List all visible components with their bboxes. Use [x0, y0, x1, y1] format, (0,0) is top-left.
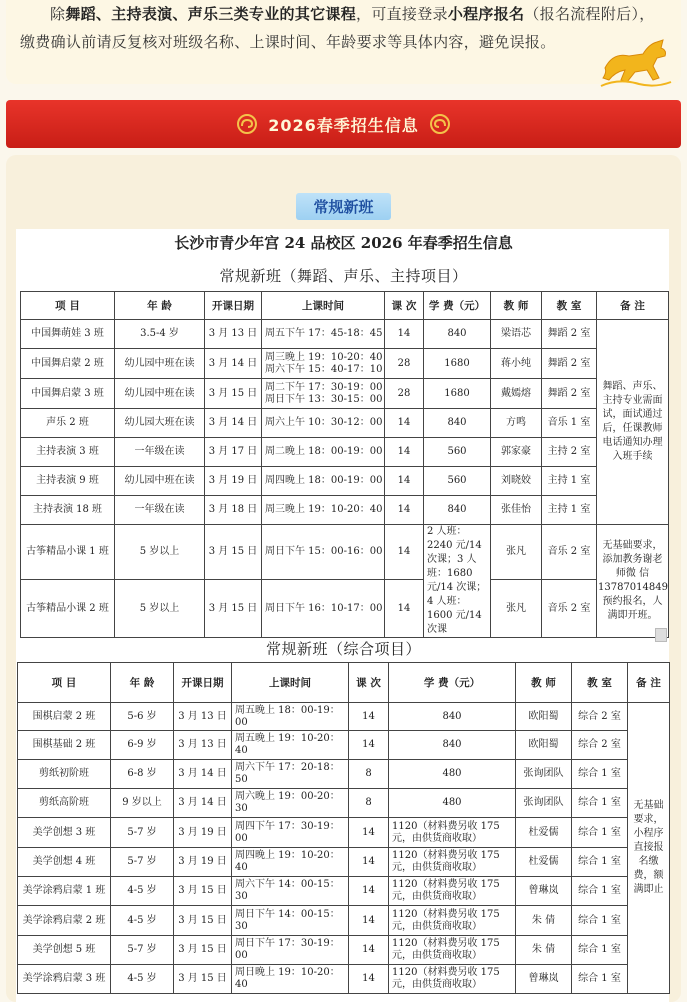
cell: 中国舞萌娃 3 班 [21, 320, 115, 349]
cell: 14 [349, 936, 389, 965]
table-row [18, 731, 670, 760]
cell: 综合 1 室 [572, 818, 628, 848]
cell: 综合 1 室 [572, 906, 628, 936]
note-cell: 无基础要求，小程序直接报名缴费，额满即止 [628, 703, 670, 994]
cloud-ornament-icon [429, 113, 451, 135]
cell: 中国舞启蒙 2 班 [21, 349, 115, 379]
cell: 幼儿园中班在读 [115, 467, 205, 496]
table-row [21, 525, 669, 580]
cell: 周日下午 15：00-16：00 [262, 525, 385, 580]
cell: 杜爱儒 [516, 818, 572, 848]
cell: 张凡 [491, 525, 542, 580]
cell: 剪纸初阶班 [18, 760, 111, 789]
cell: 28 [385, 349, 424, 379]
cell: 主持 2 室 [542, 438, 597, 467]
table-row [18, 818, 670, 848]
cell: 欧阳蜀 [516, 703, 572, 731]
header-cell: 年 龄 [115, 292, 205, 320]
header-cell: 学 费（元） [389, 663, 516, 703]
cell: 14 [349, 906, 389, 936]
cell: 周日下午 16：10-17：00 [262, 580, 385, 638]
cell: 曾琳岚 [516, 965, 572, 994]
arts-class-table [20, 291, 669, 638]
header-cell: 备 注 [628, 663, 670, 703]
document-title: 长沙市青少年宫 24 品校区 2026 年春季招生信息 [174, 234, 513, 252]
cell: 中国舞启蒙 3 班 [21, 379, 115, 409]
cell: 14 [385, 525, 424, 580]
cell: 3 月 14 日 [174, 760, 232, 789]
cell: 朱 倩 [516, 936, 572, 965]
cell: 周日下午 14：00-15：30 [232, 906, 349, 936]
cell: 声乐 2 班 [21, 409, 115, 438]
header-cell: 开课日期 [205, 292, 262, 320]
cell: 5-6 岁 [111, 703, 174, 731]
cell: 美学涂鸦启蒙 2 班 [18, 906, 111, 936]
cell: 5-7 岁 [111, 936, 174, 965]
cell: 周六下午 17：20-18：50 [232, 760, 349, 789]
cell: 560 [424, 467, 491, 496]
cell: 3 月 15 日 [174, 877, 232, 906]
cell: 3 月 14 日 [174, 789, 232, 818]
cell: 张凡 [491, 580, 542, 638]
cell: 一年级在读 [115, 438, 205, 467]
cell: 主持表演 9 班 [21, 467, 115, 496]
cell: 480 [389, 760, 516, 789]
cell: 张询团队 [516, 760, 572, 789]
table-row [18, 936, 670, 965]
cell: 戴嫣熔 [491, 379, 542, 409]
cell: 3 月 15 日 [174, 936, 232, 965]
header-cell: 教 室 [572, 663, 628, 703]
cell: 3 月 14 日 [205, 409, 262, 438]
cell: 14 [385, 496, 424, 525]
cell: 6-8 岁 [111, 760, 174, 789]
cell: 周四晚上 18：00-19：00 [262, 467, 385, 496]
section-label: 常规新班 [296, 193, 391, 220]
cell: 周六下午 14：00-15：30 [232, 877, 349, 906]
cell: 综合 1 室 [572, 760, 628, 789]
cell: 14 [385, 438, 424, 467]
table-row [21, 580, 669, 638]
cell: 周二晚上 18：00-19：00 [262, 438, 385, 467]
cell: 3.5-4 岁 [115, 320, 205, 349]
cell: 剪纸高阶班 [18, 789, 111, 818]
cell: 3 月 15 日 [174, 965, 232, 994]
cell: 5-7 岁 [111, 818, 174, 848]
cell: 舞蹈 2 室 [542, 320, 597, 349]
note-cell: 无基础要求，添加教务谢老师微 信 13787014849 预约报名，人满即开班。 [597, 525, 669, 638]
header-cell: 教 师 [516, 663, 572, 703]
cell: 1680 [424, 349, 491, 379]
cell: 梁语芯 [491, 320, 542, 349]
cell: 郭家豪 [491, 438, 542, 467]
header-cell: 备 注 [597, 292, 669, 320]
cell: 幼儿园大班在读 [115, 409, 205, 438]
cell: 周五晚上 19：10-20：40 [232, 731, 349, 760]
cell: 音乐 2 室 [542, 525, 597, 580]
cell: 围棋基础 2 班 [18, 731, 111, 760]
intro-paragraph: 除舞蹈、主持表演、声乐三类专业的其它课程，可直接登录小程序报名（报名流程附后），缴费确认前请反复核对班级名称、上课时间、年龄要求等具体内容，避免误报。 [20, 5, 655, 51]
cell: 张佳怡 [491, 496, 542, 525]
cell: 刘晓姣 [491, 467, 542, 496]
cell: 3 月 14 日 [205, 349, 262, 379]
cell: 9 岁以上 [111, 789, 174, 818]
cell: 3 月 15 日 [205, 525, 262, 580]
table-row [18, 965, 670, 994]
table-row [18, 789, 670, 818]
cell: 8 [349, 789, 389, 818]
cell: 音乐 2 室 [542, 580, 597, 638]
general-class-table [17, 662, 670, 994]
cell: 主持表演 18 班 [21, 496, 115, 525]
cell: 5 岁以上 [115, 525, 205, 580]
table1-title: 常规新班（舞蹈、声乐、主持项目） [219, 267, 468, 285]
header-cell: 课 次 [349, 663, 389, 703]
header-cell: 教 师 [491, 292, 542, 320]
cell: 主持表演 3 班 [21, 438, 115, 467]
cell: 14 [385, 467, 424, 496]
table-header-row [21, 292, 669, 320]
header-cell: 学 费（元） [424, 292, 491, 320]
cell: 3 月 17 日 [205, 438, 262, 467]
cell: 综合 1 室 [572, 848, 628, 877]
cell: 14 [385, 320, 424, 349]
table-row [21, 438, 669, 467]
cell: 周五下午 17：45-18：45 [262, 320, 385, 349]
cell: 周日晚上 19：10-20：40 [232, 965, 349, 994]
header-cell: 项 目 [21, 292, 115, 320]
cell: 4-5 岁 [111, 906, 174, 936]
cell: 14 [385, 409, 424, 438]
cell: 1120（材料费另收 175 元，由供货商收取） [389, 818, 516, 848]
table-row [18, 877, 670, 906]
cell: 舞蹈 2 室 [542, 379, 597, 409]
cell: 840 [389, 731, 516, 760]
note-cell: 舞蹈、声乐、主持专业需面试，面试通过后，任课教师电话通知办理入班手续 [597, 320, 669, 525]
cell: 3 月 13 日 [174, 703, 232, 731]
cell: 1120（材料费另收 175 元，由供货商收取） [389, 906, 516, 936]
table-row [21, 349, 669, 379]
cell: 1120（材料费另收 175 元，由供货商收取） [389, 936, 516, 965]
cell: 舞蹈 2 室 [542, 349, 597, 379]
cell: 4-5 岁 [111, 965, 174, 994]
cell: 综合 1 室 [572, 789, 628, 818]
table-row [18, 703, 670, 731]
cell: 综合 2 室 [572, 731, 628, 760]
cell: 3 月 13 日 [205, 320, 262, 349]
cell: 幼儿园中班在读 [115, 349, 205, 379]
cell: 4-5 岁 [111, 877, 174, 906]
cell: 5-7 岁 [111, 848, 174, 877]
cell: 主持 1 室 [542, 467, 597, 496]
header-cell: 课 次 [385, 292, 424, 320]
cell: 围棋启蒙 2 班 [18, 703, 111, 731]
table-row [21, 409, 669, 438]
cell: 3 月 19 日 [205, 467, 262, 496]
banner-title: 2026春季招生信息 [268, 115, 419, 135]
header-cell: 上课时间 [262, 292, 385, 320]
cloud-ornament-icon [236, 113, 258, 135]
cell: 6-9 岁 [111, 731, 174, 760]
cell: 3 月 19 日 [174, 848, 232, 877]
header-cell: 项 目 [18, 663, 111, 703]
cell: 3 月 15 日 [174, 906, 232, 936]
cell: 14 [349, 877, 389, 906]
header-cell: 开课日期 [174, 663, 232, 703]
cell: 3 月 15 日 [205, 379, 262, 409]
cell: 主持 1 室 [542, 496, 597, 525]
cell: 综合 1 室 [572, 936, 628, 965]
cell: 美学创想 5 班 [18, 936, 111, 965]
cell: 14 [349, 848, 389, 877]
horse-logo-icon [599, 38, 673, 90]
header-cell: 上课时间 [232, 663, 349, 703]
cell: 综合 1 室 [572, 877, 628, 906]
cell: 1120（材料费另收 175 元，由供货商收取） [389, 877, 516, 906]
cell: 8 [349, 760, 389, 789]
cell: 周三晚上 19：10-20：40 [262, 496, 385, 525]
cell: 周三晚上 19：10-20：40 周六下午 15：40-17：10 [262, 349, 385, 379]
cell: 840 [424, 496, 491, 525]
cell: 美学创想 3 班 [18, 818, 111, 848]
cell: 周六晚上 19：00-20：30 [232, 789, 349, 818]
fee-cell: 2 人班：2240 元/14 次课；3 人班：1680 元/14 次课；4 人班：1600 元/14 次课 [424, 525, 491, 638]
cell: 美学涂鸦启蒙 3 班 [18, 965, 111, 994]
header-cell: 年 龄 [111, 663, 174, 703]
cell: 3 月 15 日 [205, 580, 262, 638]
cell: 美学创想 4 班 [18, 848, 111, 877]
cell: 840 [389, 703, 516, 731]
cell: 周四下午 17：30-19：00 [232, 818, 349, 848]
cell: 28 [385, 379, 424, 409]
cell: 方鸣 [491, 409, 542, 438]
cell: 5 岁以上 [115, 580, 205, 638]
cell: 周日下午 17：30-19：00 [232, 936, 349, 965]
table-row [21, 379, 669, 409]
cell: 曾琳岚 [516, 877, 572, 906]
cell: 美学涂鸦启蒙 1 班 [18, 877, 111, 906]
cell: 音乐 1 室 [542, 409, 597, 438]
table2-title: 常规新班（综合项目） [265, 640, 421, 658]
cell: 14 [349, 818, 389, 848]
cell: 3 月 13 日 [174, 731, 232, 760]
cell: 蒋小纯 [491, 349, 542, 379]
cell: 14 [349, 731, 389, 760]
cell: 560 [424, 438, 491, 467]
cell: 古筝精品小课 1 班 [21, 525, 115, 580]
cell: 综合 2 室 [572, 703, 628, 731]
cell: 1120（材料费另收 175 元，由供货商收取） [389, 848, 516, 877]
cell: 杜爱儒 [516, 848, 572, 877]
cell: 周四晚上 19：10-20：40 [232, 848, 349, 877]
cell: 周二下午 17：30-19：00 周日下午 13：30-15：00 [262, 379, 385, 409]
cell: 14 [349, 703, 389, 731]
table-row [18, 848, 670, 877]
table-row [18, 760, 670, 789]
cell: 3 月 18 日 [205, 496, 262, 525]
cell: 幼儿园中班在读 [115, 379, 205, 409]
intro-notice [6, 0, 681, 84]
cell: 480 [389, 789, 516, 818]
table-header-row [18, 663, 670, 703]
table-row [21, 467, 669, 496]
table-row [21, 320, 669, 349]
cell: 840 [424, 320, 491, 349]
cell: 张询团队 [516, 789, 572, 818]
table-row [21, 496, 669, 525]
cell: 一年级在读 [115, 496, 205, 525]
cell: 1680 [424, 379, 491, 409]
cell: 1120（材料费另收 175 元，由供货商收取） [389, 965, 516, 994]
section-banner [6, 100, 681, 148]
cell: 14 [385, 580, 424, 638]
cell: 周六上午 10：30-12：00 [262, 409, 385, 438]
header-cell: 教 室 [542, 292, 597, 320]
cell: 综合 1 室 [572, 965, 628, 994]
cell: 朱 倩 [516, 906, 572, 936]
cell: 周五晚上 18：00-19：00 [232, 703, 349, 731]
cell: 古筝精品小课 2 班 [21, 580, 115, 638]
cell: 欧阳蜀 [516, 731, 572, 760]
cell: 3 月 19 日 [174, 818, 232, 848]
table-row [18, 906, 670, 936]
cell: 840 [424, 409, 491, 438]
cell: 14 [349, 965, 389, 994]
